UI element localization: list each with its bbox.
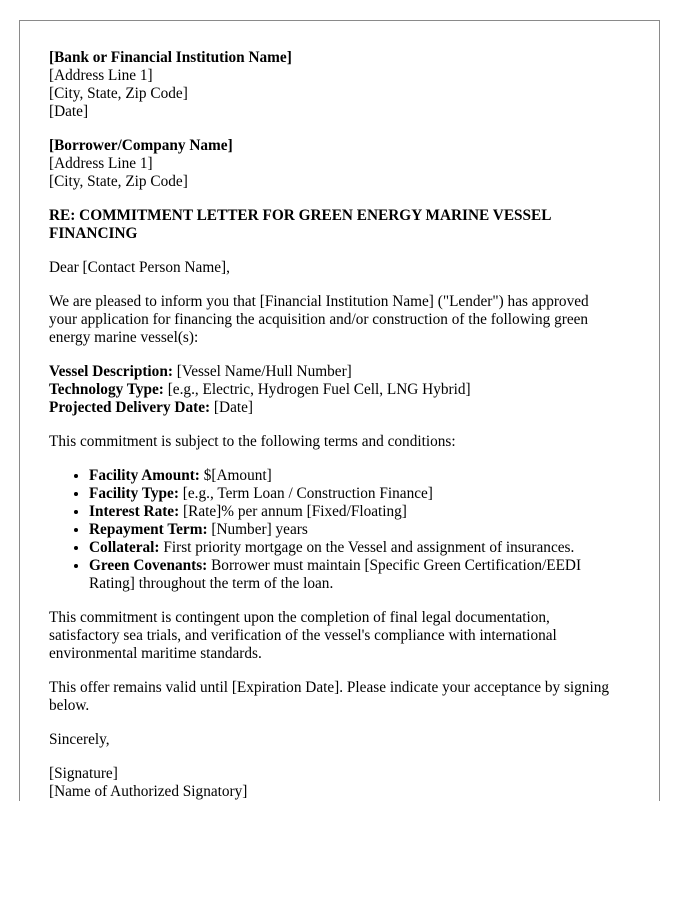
term-label: Repayment Term: (89, 521, 208, 538)
term-value: [Rate]% per annum [Fixed/Floating] (179, 503, 407, 520)
term-value: [Number] years (207, 521, 308, 538)
terms-intro: This commitment is subject to the following terms and conditions: (49, 433, 456, 450)
terms-list (49, 467, 619, 593)
vessel-description-row (49, 363, 619, 381)
delivery-date-label: Projected Delivery Date: (49, 399, 211, 416)
term-label: Interest Rate: (89, 503, 180, 520)
term-label: Facility Type: (89, 485, 179, 502)
recipient-city-line: [City, State, Zip Code] (49, 173, 188, 190)
delivery-date-row (49, 399, 619, 417)
term-label: Green Covenants: (89, 557, 208, 574)
intro-paragraph: We are pleased to inform you that [Financial Institution Name] ("Lender") has approved your application for financing the acquisition and/or construction of the following green energy marine vessel(s): (49, 293, 589, 346)
term-facility-amount (89, 467, 619, 485)
term-interest-rate (89, 503, 619, 521)
sender-address-block (49, 49, 619, 121)
term-green-covenants (89, 557, 619, 593)
term-label: Facility Amount: (89, 467, 200, 484)
term-value: [e.g., Term Loan / Construction Finance] (178, 485, 433, 502)
validity-paragraph: This offer remains valid until [Expiration Date]. Please indicate your acceptance by signing below. (49, 679, 609, 714)
signature-placeholder: [Signature] (49, 765, 118, 782)
vessel-details (49, 363, 619, 417)
letter-subject: RE: COMMITMENT LETTER FOR GREEN ENERGY MARINE VESSEL FINANCING (49, 207, 551, 242)
term-repayment (89, 521, 619, 539)
term-label: Collateral: (89, 539, 160, 556)
technology-type-value: [e.g., Electric, Hydrogen Fuel Cell, LNG Hybrid] (163, 381, 471, 398)
salutation: Dear [Contact Person Name], (49, 259, 230, 276)
signatory-name: [Name of Authorized Signatory] (49, 783, 248, 800)
signature-block (49, 765, 619, 801)
term-value: Borrower must maintain [Specific Green Certification/EEDI Rating] throughout the term of the loan. (89, 557, 582, 592)
recipient-name: [Borrower/Company Name] (49, 137, 233, 154)
contingency-paragraph: This commitment is contingent upon the completion of final legal documentation, satisfactory sea trials, and verification of the vessel's compliance with international environmental maritime standards. (49, 609, 557, 662)
term-value: $[Amount] (199, 467, 272, 484)
letter-date: [Date] (49, 103, 89, 120)
recipient-address-line: [Address Line 1] (49, 155, 153, 172)
letter-page (19, 20, 660, 801)
sender-city-line: [City, State, Zip Code] (49, 85, 188, 102)
recipient-address-block (49, 137, 619, 191)
letter-body (49, 49, 619, 801)
vessel-description-label: Vessel Description: (49, 363, 173, 380)
closing: Sincerely, (49, 731, 110, 748)
term-facility-type (89, 485, 619, 503)
technology-type-label: Technology Type: (49, 381, 164, 398)
delivery-date-value: [Date] (210, 399, 253, 416)
vessel-description-value: [Vessel Name/Hull Number] (172, 363, 352, 380)
sender-name: [Bank or Financial Institution Name] (49, 49, 292, 66)
sender-address-line: [Address Line 1] (49, 67, 153, 84)
technology-type-row (49, 381, 619, 399)
term-value: First priority mortgage on the Vessel and assignment of insurances. (159, 539, 575, 556)
term-collateral (89, 539, 619, 557)
